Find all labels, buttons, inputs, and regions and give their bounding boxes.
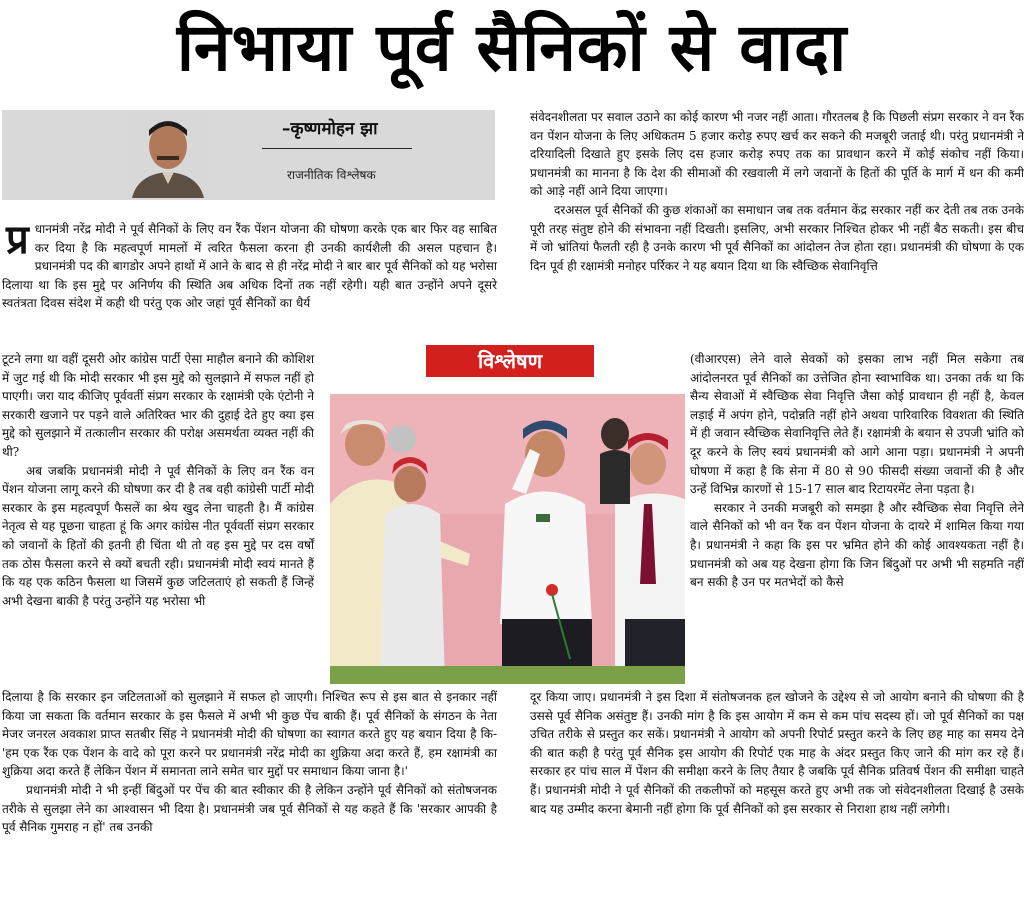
author-role: राजनीतिक विश्लेषक <box>287 168 376 182</box>
column-left-bottom <box>2 688 497 837</box>
news-photo <box>330 394 685 684</box>
article-paragraph: टूटने लगा था वहीं दूसरी ओर कांग्रेस पार्टी ऐसा माहौल बनाने की कोशिश में जुट गई थी कि मोदी सरकार भी इस मुद्दे को सुलझाने में सफल नहीं हो पाएगी। जरा याद कीजिए पूर्ववर्ती संप्रग सरकार के रक्षामंत्री एके एंटोनी ने सरकारी खजाने पर पड़ने वाले अतिरिक्त भार की दुहाई देते हुए क्या इस मुद्दे को सुलझाने में तत्कालीन सरकार की परोक्ष असमर्थता व्यक्त नहीं की थी? <box>2 352 314 459</box>
column-right-bottom <box>530 688 1024 818</box>
article-paragraph: दूर किया जाए। प्रधानमंत्री ने इस दिशा में संतोषजनक हल खोजने के उद्देश्य से जो आयोग बनाने की घोषणा की है उससे पूर्व सैनिक असंतुष्ट हैं। उनकी मांग है कि इस आयोग में कम से कम पांच सदस्य हों। जो पूर्व सैनिकों का पक्ष उचित तरीके से प्रस्तुत कर सकें। प्रधानमंत्री ने आयोग को अपनी रिपोर्ट प्रस्तुत करने के लिए छह माह का समय देने की बात कही है परंतु पूर्व सैनिक इस आयोग की रिपोर्ट एक माह के अंदर प्रस्तुत किए जाने की मांग कर रहे हैं। सरकार हर पांच साल में पेंशन की समीक्षा करने के लिए तैयार है जबकि पूर्व सैनिक प्रतिवर्ष पेंशन की समीक्षा चाहते हैं। प्रधानमंत्री मोदी ने पूर्व सैनिकों की तकलीफों को महसूस करते हुए अभी तक जो संवेदनशीलता दिखाई है उसके बाद यह उम्मीद करना बेमानी नहीं होगा कि पूर्व सैनिकों को इस सरकार से निराशा हाथ नहीं लगेगी। <box>530 690 1024 816</box>
column-right-narrow <box>690 350 1024 592</box>
byline-divider <box>262 148 412 149</box>
section-tag: विश्लेषण <box>426 345 594 377</box>
byline-box <box>2 110 495 200</box>
column-right-top <box>530 108 1024 275</box>
article-paragraph: दरअसल पूर्व सैनिकों की कुछ शंकाओं का समाधान जब तक वर्तमान केंद्र सरकार नहीं कर देती तब तक उनके पूरी तरह संतुष्ट होने की संभावना नहीं दिखती। इसलिए, अभी सरकार निश्चित होकर भी नहीं बैठ सकती। इस बीच में जो भ्रांतियां फैलती रही है उनके कारण भी पूर्व सैनिकों का आंदोलन तेज होता रहा। प्रधानमंत्री की घोषणा के एक दिन पूर्व ही रक्षामंत्री मनोहर पर्रिकर ने यह बयान दिया था कि स्वैच्छिक सेवानिवृत्ति <box>530 202 1024 273</box>
article-paragraph: अब जबकि प्रधानमंत्री मोदी ने पूर्व सैनिकों के लिए वन रैंक वन पेंशन योजना लागू करने की घोषणा कर दी है तब वही कांग्रेसी पार्टी मोदी सरकार के इस महत्वपूर्ण फैसलें का श्रेय खुद लेना चाहती है। मैं कांग्रेस नेतृत्व से यह पूछना चाहता हूं कि अगर कांग्रेस नीत पूर्ववर्ती संप्रग सरकार को जवानों के हितों की इतनी ही चिंता थी तो वह इस मुद्दे पर दस वर्षों तक ठोस फैसला करने से क्यों बचती रही। प्रधानमंत्री मोदी स्वयं मानते हैं कि यह एक कठिन फैसला था जिसमें कुछ जटिलताएं हो सकती हैं जिन्हें अभी देखना बाकी है परंतु उन्होंने यह भरोसा भी <box>2 463 314 608</box>
author-name: –कृष्णमोहन झा <box>282 119 378 139</box>
article-paragraph: धानमंत्री नरेंद्र मोदी ने पूर्व सैनिकों के लिए वन रैंक पेंशन योजना की घोषणा करके एक बार फिर वह साबित कर दिया है कि महत्वपूर्ण मामलों में त्वरित फैसला करना ही उनकी कार्यशैली की असल पहचान है। प्रधानमंत्री पद की बागडोर अपने हाथों में आने के बाद से ही नरेंद्र मोदी ने बार बार पूर्व सैनिकों को यह भरोसा दिलाया था कि इस मुद्दे पर अनिर्णय की स्थिति अब अधिक दिनों तक नहीं रहेगी। यही बात उन्होंने अपने दूसरे स्वतंत्रता दिवस संदेश में कही थी परंतु एक ओर जहां पूर्व सैनिकों का धैर्य <box>2 222 497 311</box>
article-paragraph: प्रधानमंत्री मोदी ने भी इन्हीं बिंदुओं पर पेंच की बात स्वीकार की है लेकिन उन्होंने पूर्व सैनिकों को संतोषजनक तरीके से सुलझा लेने का आश्वासन भी दिया है। प्रधानमंत्री जब पूर्व सैनिकों से यह कहते हैं कि 'सरकार आपकी है पूर्व सैनिक गुमराह न हों' तब उनकी <box>2 782 497 835</box>
article-paragraph: (वीआरएस) लेने वाले सेवकों को इसका लाभ नहीं मिल सकेगा तब आंदोलनरत पूर्व सैनिकों का उत्तेजित होना स्वाभाविक था। उनका तर्क था कि सैन्य सेवाओं में स्वैच्छिक सेवा निवृत्ति जैसा कोई प्रावधान ही नहीं है, केवल लड़ाई में अपंग होने, पदोन्नति नहीं होने अथवा पारिवारिक विवशता की स्थिति में ही जवान स्वैच्छिक सेवानिवृत्ति लेते हैं। रक्षामंत्री के बयान से उपजी भ्रांति को दूर करने के लिए स्वयं प्रधानमंत्री को आगे आना पड़ा। प्रधानमंत्री ने अपनी घोषणा में कहा है कि सेना में 80 से 90 फीसदी संख्या जवानों की है और उन्हें विभिन्न कारणों से 15-17 साल बाद रिटायरमेंट लेना पड़ता है। <box>690 352 1024 497</box>
article-paragraph: संवेदनशीलता पर सवाल उठाने का कोई कारण भी नजर नहीं आता। गौरतलब है कि पिछली संप्रग सरकार ने वन रैंक वन पेंशन योजना के लिए अधिकतम 5 हजार करोड़ रुपए खर्च कर सकने की मजबूरी जताई थी। परंतु प्रधानमंत्री ने दरियादिली दिखाते हुए इसके लिए दस हजार करोड़ रुपए तक का प्रावधान करने में कोई संकोच नहीं किया। प्रधानमंत्री का मानना है कि देश की सीमाओं की रखवाली में लगे जवानों के हितों की पूर्ति के मार्ग में धन की कमी को आड़े नहीं आने दिया जाएगा। <box>530 110 1024 199</box>
headline: निभाया पूर्व सैनिकों से वादा <box>176 9 848 86</box>
article-paragraph: सरकार ने उनकी मजबूरी को समझा है और स्वैच्छिक सेवा निवृत्ति लेने वाले सैनिकों को भी वन रैंक वन पेंशन योजना के दायरे में शामिल किया गया है। प्रधानमंत्री ने कहा कि इस पर भ्रमित होने की कोई आवश्यकता नहीं है। प्रधानमंत्री को अब यह देखना होगा कि जिन बिंदुओं पर अभी भी सहमति नहीं बन सकी है उन पर मतभेदों को कैसे <box>690 500 1024 590</box>
author-photo <box>128 112 208 198</box>
column-left-intro <box>2 217 497 313</box>
article-paragraph: दिलाया है कि सरकार इन जटिलताओं को सुलझाने में सफल हो जाएगी। निश्चित रूप से इस बात से इनकार नहीं किया जा सकता कि वर्तमान सरकार के इस फैसले में अभी भी कुछ पेंच बाकी हैं। पूर्व सैनिकों के संगठन के नेता मेजर जनरल अवकाश प्राप्त सतबीर सिंह ने प्रधानमंत्री मोदी की घोषणा का स्वागत करते हुए यह बयान दिया है कि- 'हम एक रैंक एक पेंशन के वादे को पूरा करने पर प्रधानमंत्री नरेंद्र मोदी का शुक्रिया अदा करते हैं, हम रक्षामंत्री का शुक्रिया अदा करते हैं लेकिन पेंशन में समानता लाने समेत चार मुद्दों पर समाधान किया जाना है।' <box>2 690 497 779</box>
column-left-narrow <box>2 350 314 610</box>
drop-cap: प्र <box>6 217 29 263</box>
